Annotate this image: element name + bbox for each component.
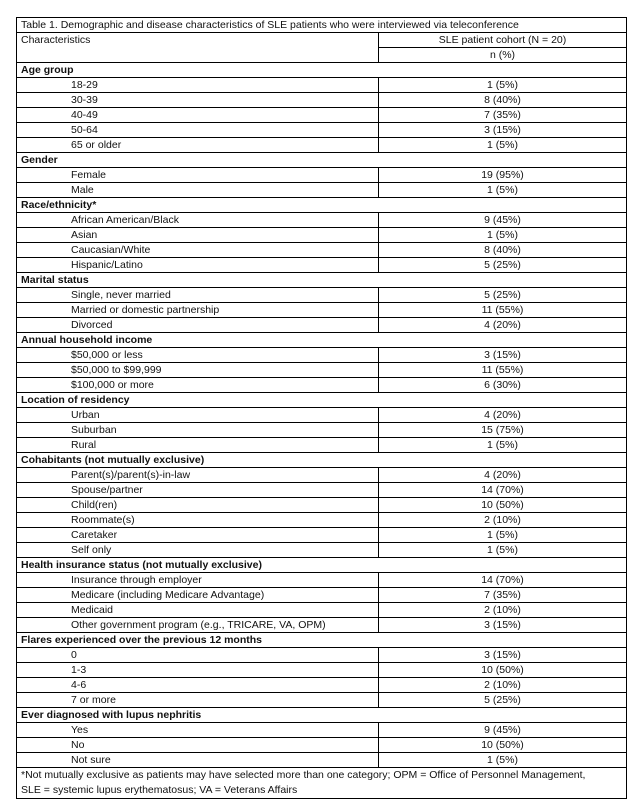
section-header: Race/ethnicity* xyxy=(21,199,97,211)
table-row xyxy=(17,738,626,753)
table-row xyxy=(17,258,626,273)
row-value: 19 (95%) xyxy=(481,169,524,181)
table-body xyxy=(17,63,626,768)
footnote-line-2: SLE = systemic lupus erythematosus; VA = Veterans Affairs xyxy=(21,784,298,796)
demographics-table xyxy=(16,17,627,799)
row-label: 30-39 xyxy=(17,93,379,107)
row-label: Urban xyxy=(17,408,379,422)
row-label: Married or domestic partnership xyxy=(17,303,379,317)
section-header: Marital status xyxy=(21,274,89,286)
section-header: Ever diagnosed with lupus nephritis xyxy=(21,709,202,721)
row-value: 14 (70%) xyxy=(481,484,524,496)
row-label: No xyxy=(17,738,379,752)
table-row xyxy=(17,423,626,438)
row-value: 1 (5%) xyxy=(487,139,518,151)
row-label: Divorced xyxy=(17,318,379,332)
row-value: 10 (50%) xyxy=(481,739,524,751)
row-label: 18-29 xyxy=(17,78,379,92)
row-value: 11 (55%) xyxy=(481,364,524,376)
row-label: Self only xyxy=(17,543,379,557)
table-row xyxy=(17,318,626,333)
section-header-row xyxy=(17,273,626,288)
table-row xyxy=(17,348,626,363)
row-value: 2 (10%) xyxy=(484,604,521,616)
table-row xyxy=(17,438,626,453)
row-value: 5 (25%) xyxy=(484,289,521,301)
table-row xyxy=(17,573,626,588)
section-header-row xyxy=(17,198,626,213)
table-row xyxy=(17,408,626,423)
table-row xyxy=(17,543,626,558)
table-row xyxy=(17,123,626,138)
row-value: 4 (20%) xyxy=(484,469,521,481)
section-header-row xyxy=(17,708,626,723)
table-row xyxy=(17,228,626,243)
table-row xyxy=(17,93,626,108)
row-value: 3 (15%) xyxy=(484,619,521,631)
row-label: $50,000 to $99,999 xyxy=(17,363,379,377)
row-label: African American/Black xyxy=(17,213,379,227)
row-label: 1-3 xyxy=(17,663,379,677)
table-row xyxy=(17,108,626,123)
row-label: Caucasian/White xyxy=(17,243,379,257)
row-value: 10 (50%) xyxy=(481,664,524,676)
section-header: Age group xyxy=(21,64,74,76)
row-label: $50,000 or less xyxy=(17,348,379,362)
row-value: 7 (35%) xyxy=(484,109,521,121)
row-label: Medicaid xyxy=(17,603,379,617)
row-label: Insurance through employer xyxy=(17,573,379,587)
row-label: 40-49 xyxy=(17,108,379,122)
row-label: Hispanic/Latino xyxy=(17,258,379,272)
row-value: 9 (45%) xyxy=(484,724,521,736)
section-header-row xyxy=(17,153,626,168)
row-label: Caretaker xyxy=(17,528,379,542)
table-row xyxy=(17,648,626,663)
row-label: Yes xyxy=(17,723,379,737)
row-label: Suburban xyxy=(17,423,379,437)
row-value: 9 (45%) xyxy=(484,214,521,226)
row-value: 6 (30%) xyxy=(484,379,521,391)
table-row xyxy=(17,618,626,633)
table-row xyxy=(17,183,626,198)
table-row xyxy=(17,723,626,738)
header-cohort: SLE patient cohort (N = 20) xyxy=(379,33,626,48)
table-footnote xyxy=(17,768,626,798)
row-label: 4-6 xyxy=(17,678,379,692)
row-label: Female xyxy=(17,168,379,182)
table-row xyxy=(17,693,626,708)
header-characteristics: Characteristics xyxy=(17,33,379,62)
row-label: 7 or more xyxy=(17,693,379,707)
row-value: 3 (15%) xyxy=(484,649,521,661)
row-value: 3 (15%) xyxy=(484,349,521,361)
table-row xyxy=(17,468,626,483)
row-value: 1 (5%) xyxy=(487,79,518,91)
row-label: $100,000 or more xyxy=(17,378,379,392)
row-value: 10 (50%) xyxy=(481,499,524,511)
section-header: Location of residency xyxy=(21,394,130,406)
section-header: Annual household income xyxy=(21,334,153,346)
table-title: Table 1. Demographic and disease characteristics of SLE patients who were interviewed via teleconference xyxy=(21,19,519,31)
row-value: 3 (15%) xyxy=(484,124,521,136)
row-label: 65 or older xyxy=(17,138,379,152)
row-value: 14 (70%) xyxy=(481,574,524,586)
table-row xyxy=(17,243,626,258)
table-row xyxy=(17,483,626,498)
section-header: Cohabitants (not mutually exclusive) xyxy=(21,454,205,466)
section-header: Flares experienced over the previous 12 months xyxy=(21,634,263,646)
row-label: 0 xyxy=(17,648,379,662)
section-header-row xyxy=(17,558,626,573)
row-value: 11 (55%) xyxy=(481,304,524,316)
section-header-row xyxy=(17,633,626,648)
row-label: Not sure xyxy=(17,753,379,767)
row-value: 1 (5%) xyxy=(487,544,518,556)
row-value: 1 (5%) xyxy=(487,229,518,241)
table-row xyxy=(17,498,626,513)
row-value: 1 (5%) xyxy=(487,184,518,196)
row-label: Male xyxy=(17,183,379,197)
row-label: Asian xyxy=(17,228,379,242)
row-label: Parent(s)/parent(s)-in-law xyxy=(17,468,379,482)
table-row xyxy=(17,678,626,693)
table-row xyxy=(17,363,626,378)
row-value: 1 (5%) xyxy=(487,439,518,451)
row-label: Child(ren) xyxy=(17,498,379,512)
table-row xyxy=(17,213,626,228)
table-row xyxy=(17,78,626,93)
row-value: 1 (5%) xyxy=(487,754,518,766)
row-label: Other government program (e.g., TRICARE, VA, OPM) xyxy=(17,618,379,632)
table-title-row xyxy=(17,18,626,33)
row-value: 8 (40%) xyxy=(484,94,521,106)
table-row xyxy=(17,588,626,603)
row-label: Spouse/partner xyxy=(17,483,379,497)
table-row xyxy=(17,663,626,678)
table-header xyxy=(17,33,626,63)
section-header: Health insurance status (not mutually exclusive) xyxy=(21,559,262,571)
row-value: 2 (10%) xyxy=(484,679,521,691)
table-row xyxy=(17,303,626,318)
row-value: 5 (25%) xyxy=(484,694,521,706)
row-label: Roommate(s) xyxy=(17,513,379,527)
row-label: 50-64 xyxy=(17,123,379,137)
table-row xyxy=(17,603,626,618)
row-value: 1 (5%) xyxy=(487,529,518,541)
row-label: Rural xyxy=(17,438,379,452)
row-value: 4 (20%) xyxy=(484,409,521,421)
table-row xyxy=(17,138,626,153)
row-value: 15 (75%) xyxy=(481,424,524,436)
section-header: Gender xyxy=(21,154,58,166)
table-row xyxy=(17,288,626,303)
table-row xyxy=(17,528,626,543)
table-row xyxy=(17,378,626,393)
section-header-row xyxy=(17,393,626,408)
row-value: 5 (25%) xyxy=(484,259,521,271)
table-row xyxy=(17,168,626,183)
row-value: 8 (40%) xyxy=(484,244,521,256)
row-label: Single, never married xyxy=(17,288,379,302)
table-row xyxy=(17,513,626,528)
row-value: 4 (20%) xyxy=(484,319,521,331)
section-header-row xyxy=(17,333,626,348)
row-value: 2 (10%) xyxy=(484,514,521,526)
table-row xyxy=(17,753,626,768)
section-header-row xyxy=(17,63,626,78)
row-label: Medicare (including Medicare Advantage) xyxy=(17,588,379,602)
footnote-line-1: *Not mutually exclusive as patients may have selected more than one category; OPM = Office of Personnel Management, xyxy=(21,769,586,781)
row-value: 7 (35%) xyxy=(484,589,521,601)
section-header-row xyxy=(17,453,626,468)
header-unit: n (%) xyxy=(489,49,516,61)
